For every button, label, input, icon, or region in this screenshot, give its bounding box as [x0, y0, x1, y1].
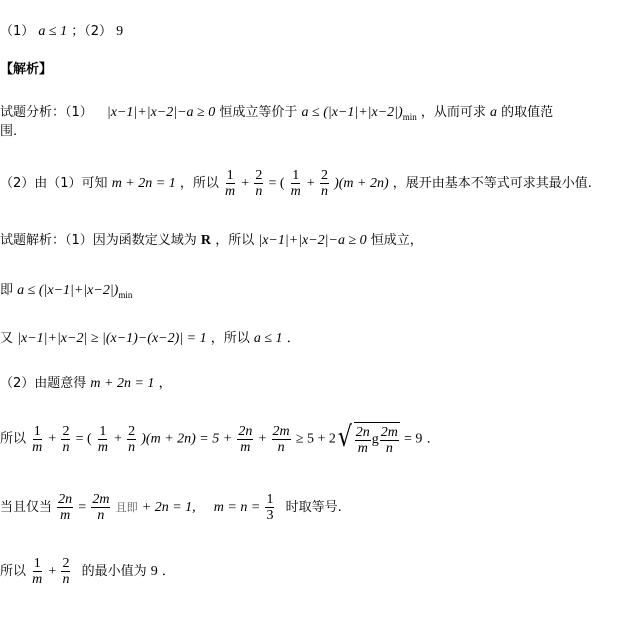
analysis2-text-2: ，展开由基本不等式可求其最小值.	[392, 176, 592, 191]
sum-frac-1m-2: $\frac{1}{m}$	[97, 423, 108, 455]
equals-open: = (	[268, 176, 285, 191]
you-label: 又	[0, 331, 14, 346]
eq-equals: =	[78, 500, 87, 515]
solution-text-2: 恒成立，	[370, 233, 423, 248]
analysis-label: 试题分析：（1）	[0, 105, 93, 120]
analysis-line-2	[0, 168, 592, 199]
solution-line-you	[0, 331, 300, 347]
analysis-line-1-wrap: 围.	[0, 124, 18, 139]
eq-overlap-text: 且即	[115, 501, 138, 514]
equality-label: 当且仅当	[0, 500, 53, 515]
eq-text: 时取等号.	[285, 500, 342, 515]
solution-label: 试题解析：（1）因为函数定义域为	[0, 233, 197, 248]
sum-eq-open: = (	[75, 431, 92, 447]
you-text: ，所以	[210, 331, 250, 346]
sum-expansion: )(m + 2n) = 5 +	[141, 431, 233, 447]
sum-end: ．	[426, 431, 440, 447]
analysis-expression-2: a ≤ (|x−1|+|x−2|)	[301, 105, 403, 120]
sqrt-symbol: √ $\frac{2n}{m}$ g $\frac{2m}{n}$	[337, 420, 398, 456]
answer-line	[0, 24, 123, 40]
analysis-expression: |x−1|+|x−2|−a ≥ 0	[106, 105, 216, 120]
part2-line	[0, 376, 172, 392]
answer-part1-label: （1）	[0, 24, 35, 39]
plus-sign: +	[241, 176, 250, 191]
analysis-text-3: 的取值范	[501, 105, 554, 120]
analysis2-product: )(m + 2n)	[334, 176, 389, 191]
fraction-2-over-n-2: $\frac{2}{n}$	[320, 168, 328, 199]
answer-separator: ；（2）	[71, 24, 113, 39]
ji-expression: a ≤ (|x−1|+|x−2|)	[17, 283, 119, 298]
sum-label: 所以	[0, 431, 27, 447]
analysis-text-1: 恒成立等价于	[219, 105, 298, 120]
sum-frac-2n-m: $\frac{2n}{m}$	[238, 423, 253, 455]
eq-mn: m = n =	[213, 500, 261, 515]
solution-R: R	[200, 233, 212, 248]
you-result: a ≤ 1	[253, 331, 283, 346]
analysis-min-subscript: min	[402, 112, 417, 122]
eq-frac-2m-n: $\frac{2m}{n}$	[92, 492, 110, 523]
part2-end: ，	[158, 376, 172, 391]
eq-constraint: + 2n = 1,	[141, 500, 196, 515]
analysis2-constraint: m + 2n = 1	[111, 176, 176, 191]
sum-plus-2: +	[114, 431, 122, 447]
sum-line	[0, 422, 440, 456]
ji-label: 即	[0, 283, 14, 298]
final-label: 所以	[0, 564, 27, 579]
analysis-var-a: a	[490, 105, 497, 120]
sum-plus-3: +	[258, 431, 267, 447]
sum-equals-9: = 9	[404, 431, 423, 447]
solution-text-1: ，所以	[215, 233, 255, 248]
eq-frac-2n-m: $\frac{2n}{m}$	[58, 492, 73, 523]
final-end: ．	[161, 564, 175, 579]
sum-frac-2n: $\frac{2}{n}$	[62, 423, 70, 455]
ji-min-subscript: min	[118, 290, 133, 300]
final-value: 9	[150, 564, 158, 579]
final-frac-1m: $\frac{1}{m}$	[32, 556, 43, 587]
you-expression: |x−1|+|x−2| ≥ |(x−1)−(x−2)| = 1	[17, 331, 207, 346]
answer-part2-value: 9	[116, 24, 124, 39]
plus-sign-2: +	[306, 176, 315, 191]
analysis-heading: 【解析】	[0, 62, 53, 77]
you-end: ．	[286, 331, 300, 346]
sum-frac-2m-n: $\frac{2m}{n}$	[272, 423, 290, 455]
sum-ge: ≥ 5 + 2	[295, 431, 336, 447]
answer-part1-math: a ≤ 1	[38, 24, 68, 39]
sum-frac-1m: $\frac{1}{m}$	[32, 423, 43, 455]
sum-plus-1: +	[48, 431, 57, 447]
sum-frac-2n-2: $\frac{2}{n}$	[128, 423, 136, 455]
equality-line	[0, 492, 342, 524]
final-text: 的最小值为	[81, 564, 147, 579]
solution-expression: |x−1|+|x−2|−a ≥ 0	[258, 233, 367, 248]
part2-constraint: m + 2n = 1	[90, 376, 155, 391]
part2-label: （2）由题意得	[0, 376, 87, 391]
analysis2-text-1: ，所以	[179, 176, 219, 191]
eq-frac-1-3: $\frac{1}{3}$	[266, 492, 274, 523]
fraction-2-over-n: $\frac{2}{n}$	[255, 168, 263, 199]
solution-line-ji	[0, 283, 132, 303]
final-line	[0, 556, 175, 588]
fraction-1-over-m-2: $\frac{1}{m}$	[290, 168, 301, 199]
analysis2-label: （2）由（1）可知	[0, 176, 108, 191]
final-plus: +	[48, 564, 57, 579]
fraction-1-over-m: $\frac{1}{m}$	[225, 168, 236, 199]
final-frac-2n: $\frac{2}{n}$	[62, 556, 70, 587]
solution-line-1	[0, 233, 423, 249]
analysis-text-2: ，从而可求	[420, 105, 486, 120]
analysis-line-1	[0, 105, 553, 125]
